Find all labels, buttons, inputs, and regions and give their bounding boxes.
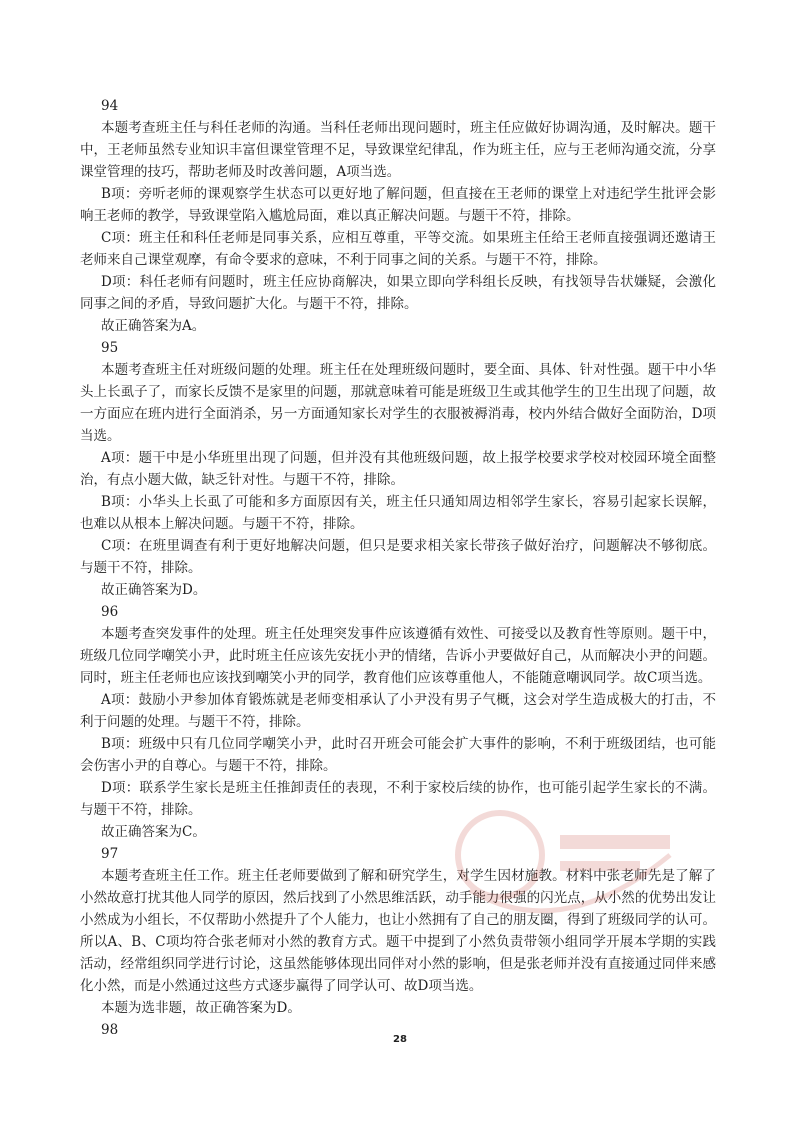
paragraph: B项：班级中只有几位同学嘲笑小尹，此时召开班会可能会扩大事件的影响，不利于班级团结，也可能会伤害小尹的自尊心。与题干不符，排除。 xyxy=(80,736,716,774)
paragraph: D项：联系学生家长是班主任推卸责任的表现，不利于家校后续的协作，也可能引起学生家长的不满。与题干不符，排除。 xyxy=(80,780,716,818)
paragraph: C项：在班里调查有利于更好地解决问题，但只是要求相关家长带孩子做好治疗，问题解决不够彻底。与题干不符，排除。 xyxy=(80,538,716,576)
page-number: 28 xyxy=(393,1034,407,1045)
question-number: 96 xyxy=(101,604,119,620)
answer-line: 故正确答案为A。 xyxy=(101,318,206,334)
paragraph: B项：旁听老师的课观察学生状态可以更好地了解问题，但直接在王老师的课堂上对违纪学生批评会影响王老师的教学，导致课堂陷入尴尬局面，难以真正解决问题。与题干不符，排除。 xyxy=(80,186,716,224)
answer-line: 故正确答案为C。 xyxy=(101,824,206,840)
answer-line: 故正确答案为D。 xyxy=(101,582,207,598)
paragraph: 本题考查班主任与科任老师的沟通。当科任老师出现问题时，班主任应做好协调沟通，及时解决。题干中，王老师虽然专业知识丰富但课堂管理不足，导致课堂纪律乱，作为班主任，应与王老师沟通交流，分享课堂管理的技巧，帮助老师及时改善问题，A项当选。 xyxy=(80,120,716,180)
question-number: 94 xyxy=(101,98,119,114)
paragraph: B项：小华头上长虱了可能和多方面原因有关，班主任只通知周边相邻学生家长，容易引起家长误解，也难以从根本上解决问题。与题干不符，排除。 xyxy=(80,494,716,532)
paragraph: D项：科任老师有问题时，班主任应协商解决，如果立即向学科组长反映，有找领导告状嫌疑，会激化同事之间的矛盾，导致问题扩大化。与题干不符，排除。 xyxy=(80,274,716,312)
question-number: 98 xyxy=(101,1022,119,1038)
question-number: 95 xyxy=(101,340,119,356)
paragraph: 本题考查班主任对班级问题的处理。班主任在处理班级问题时，要全面、具体、针对性强。题干中小华头上长虱子了，而家长反馈不是家里的问题，那就意味着可能是班级卫生或其他学生的卫生出现了问题，故一方面应在班内进行全面消杀，另一方面通知家长对学生的衣服被褥消毒，校内外结合做好全面防治，D项当选。 xyxy=(80,362,716,444)
document-body xyxy=(80,95,716,1041)
answer-line: 本题为选非题，故正确答案为D。 xyxy=(101,1000,301,1016)
paragraph: 本题考查班主任工作。班主任老师要做到了解和研究学生，对学生因材施教。材料中张老师先是了解了小然故意打扰其他人同学的原因，然后找到了小然思维活跃，动手能力很强的闪光点，从小然的优势出发让小然成为小组长，不仅帮助小然提升了个人能力，也让小然拥有了自己的朋友圈，得到了班级同学的认可。所以A、B、C项均符合张老师对小然的教育方式。题干中提到了小然负责带领小组同学开展本学期的实践活动，经常组织同学进行讨论，这虽然能够体现出同伴对小然的影响，但是张老师并没有直接通过同伴来感化小然，而是小然通过这些方式逐步赢得了同学认可、故D项当选。 xyxy=(80,868,716,994)
paragraph: 本题考查突发事件的处理。班主任处理突发事件应该遵循有效性、可接受以及教育性等原则。题干中，班级几位同学嘲笑小尹，此时班主任应该先安抚小尹的情绪，告诉小尹要做好自己，从而解决小尹的问题。同时，班主任老师也应该找到嘲笑小尹的同学，教育他们应该尊重他人，不能随意嘲讽同学。故C项当选。 xyxy=(80,626,716,686)
paragraph: A项：鼓励小尹参加体育锻炼就是老师变相承认了小尹没有男子气概，这会对学生造成极大的打击，不利于问题的处理。与题干不符，排除。 xyxy=(80,692,716,730)
question-number: 97 xyxy=(101,846,119,862)
paragraph: A项：题干中是小华班里出现了问题，但并没有其他班级问题，故上报学校要求学校对校园环境全面整治，有点小题大做，缺乏针对性。与题干不符，排除。 xyxy=(80,450,716,488)
paragraph: C项：班主任和科任老师是同事关系，应相互尊重，平等交流。如果班主任给王老师直接强调还邀请王老师来自己课堂观摩，有命令要求的意味，不利于同事之间的关系。与题干不符，排除。 xyxy=(80,230,716,268)
